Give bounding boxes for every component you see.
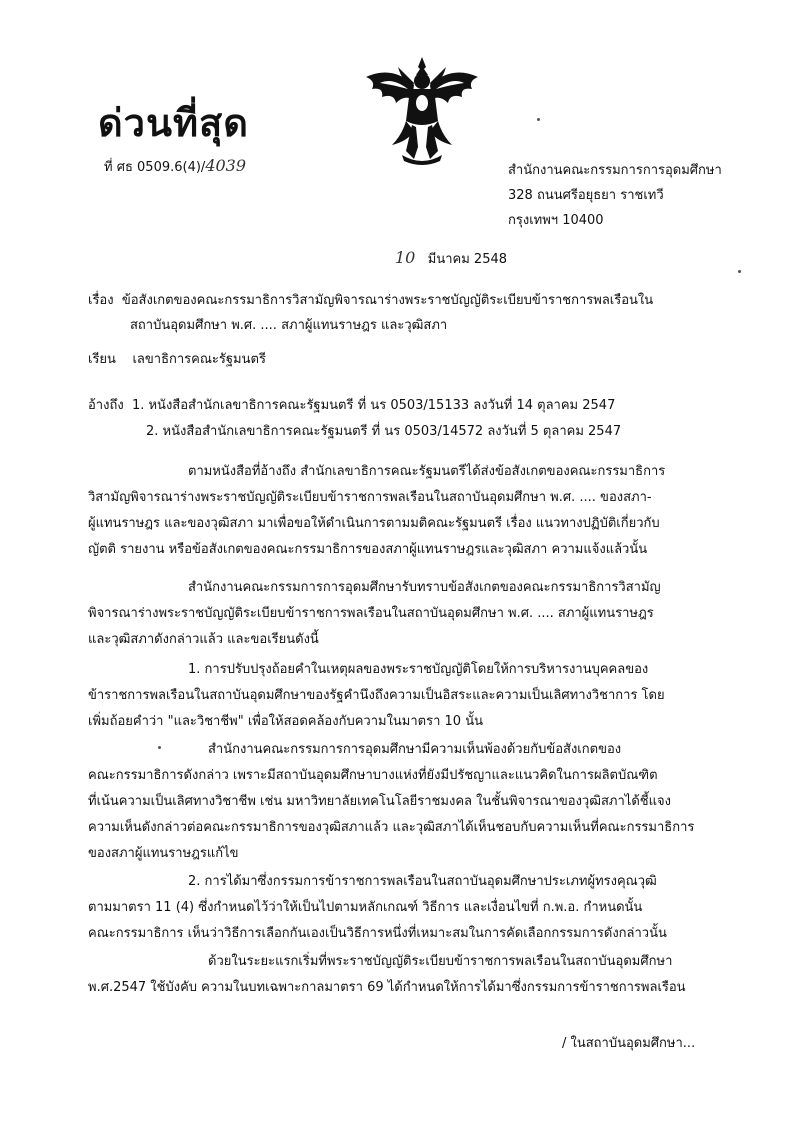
reference-number [104,158,246,176]
body-line: พ.ศ.2547 ใช้บังคับ ความในบทเฉพาะกาลมาตรา 69 ได้กำหนดให้การได้มาซึ่งกรรมการข้าราชการพลเรือน [88,980,686,995]
body-line: ของสภาผู้แทนราษฎรแก้ไข [88,846,239,861]
date-month-year: มีนาคม 2548 [427,252,508,267]
scan-speck [158,746,161,749]
garuda-emblem [362,55,482,165]
urgency-stamp: ด่วนที่สุด [98,100,249,145]
scan-speck [738,270,741,273]
body-line: พิจารณาร่างพระราชบัญญัติระเบียบข้าราชการพลเรือนในสถาบันอุดมศึกษา พ.ศ. .... สภาผู้แทนราษฎร [88,606,654,621]
subject-line-1 [88,293,653,309]
reference-handwritten-number: 4039 [205,156,247,175]
subject-label: เรื่อง [88,293,114,308]
date-handwritten-day: 10 [395,248,416,267]
sender-address-line-2: 328 ถนนศรีอยุธยา ราชเทวี [508,188,664,203]
body-line: วิสามัญพิจารณาร่างพระราชบัญญัติระเบียบข้าราชการพลเรือนในสถาบันอุดมศึกษา พ.ศ. .... ของสภา- [88,490,652,505]
body-line: สำนักงานคณะกรรมการการอุดมศึกษารับทราบข้อสังเกตของคณะกรรมาธิการวิสามัญ [188,580,661,595]
body-line: 1. การปรับปรุงถ้อยคำในเหตุผลของพระราชบัญญัติโดยให้การบริหารงานบุคคลของ [188,662,649,677]
subject-text-1: ข้อสังเกตของคณะกรรมาธิการวิสามัญพิจารณาร่างพระราชบัญญัติระเบียบข้าราชการพลเรือนใน [121,293,654,308]
reference-item-2: 2. หนังสือสำนักเลขาธิการคณะรัฐมนตรี ที่ นร 0503/14572 ลงวันที่ 5 ตุลาคม 2547 [146,424,622,439]
body-line: ญัตติ รายงาน หรือข้อสังเกตของคณะกรรมาธิการของสภาผู้แทนราษฎรและวุฒิสภา ความแจ้งแล้วนั้น [88,542,648,557]
body-line: สำนักงานคณะกรรมการการอุดมศึกษามีความเห็นพ้องด้วยกับข้อสังเกตของ [208,742,622,757]
sender-address-line-3: กรุงเทพฯ 10400 [508,213,604,228]
letter-date [395,250,507,268]
body-line: คณะกรรมาธิการดังกล่าว เพราะมีสถาบันอุดมศึกษาบางแห่งที่ยังมีปรัชญาและแนวคิดในการผลิตบัณฑิต [88,768,658,783]
body-line: ความเห็นดังกล่าวต่อคณะกรรมาธิการของวุฒิสภาแล้ว และวุฒิสภาได้เห็นชอบกับความเห็นที่คณะกรรมาธิการ [88,820,695,835]
sender-address-line-1: สำนักงานคณะกรรมการการอุดมศึกษา [508,163,722,178]
salutation-label: เรียน [88,352,116,367]
salutation [88,352,266,368]
body-line: ด้วยในระยะแรกเริ่มที่พระราชบัญญัติระเบียบข้าราชการพลเรือนในสถาบันอุดมศึกษา [208,954,673,969]
body-line: 2. การได้มาซึ่งกรรมการข้าราชการพลเรือนในสถาบันอุดมศึกษาประเภทผู้ทรงคุณวุฒิ [188,874,657,889]
body-line: ผู้แทนราษฎร และของวุฒิสภา มาเพื่อขอให้ดำเนินการตามมติคณะรัฐมนตรี เรื่อง แนวทางปฏิบัติเกี่ยวกับ [88,516,660,531]
scan-speck [537,118,540,121]
reference-item-1-text: 1. หนังสือสำนักเลขาธิการคณะรัฐมนตรี ที่ นร 0503/15133 ลงวันที่ 14 ตุลาคม 2547 [131,398,616,413]
subject-line-2: สถาบันอุดมศึกษา พ.ศ. .... สภาผู้แทนราษฎร และวุฒิสภา [130,318,448,333]
references-label: อ้างถึง [88,398,124,413]
salutation-recipient: เลขาธิการคณะรัฐมนตรี [132,352,266,367]
body-line: ข้าราชการพลเรือนในสถาบันอุดมศึกษาของรัฐคำนึงถึงความเป็นอิสระและความเป็นเลิศทางวิชาการ โดย [88,688,665,703]
reference-item-1 [88,398,615,414]
body-line: เพิ่มถ้อยคำว่า "และวิชาชีพ" เพื่อให้สอดคล้องกับความในมาตรา 10 นั้น [88,714,483,729]
reference-prefix: ที่ ศธ 0509.6(4)/ [104,160,206,175]
body-line: ตามมาตรา 11 (4) ซึ่งกำหนดไว้ว่าให้เป็นไปตามหลักเกณฑ์ วิธีการ และเงื่อนไขที่ ก.พ.อ. กำหนดนั้น [88,900,643,915]
body-line: ที่เน้นความเป็นเลิศทางวิชาชีพ เช่น มหาวิทยาลัยเทคโนโลยีราชมงคล ในชั้นพิจารณาของวุฒิสภาได้ชี้แจง [88,794,671,809]
continuation-marker: / ในสถาบันอุดมศึกษา... [562,1036,696,1051]
body-line: คณะกรรมาธิการ เห็นว่าวิธีการเลือกกันเองเป็นวิธีการหนึ่งที่เหมาะสมในการคัดเลือกกรรมการดังกล่าวนั้น [88,926,667,941]
body-line: และวุฒิสภาดังกล่าวแล้ว และขอเรียนดังนี้ [88,632,319,647]
body-line: ตามหนังสือที่อ้างถึง สำนักเลขาธิการคณะรัฐมนตรีได้ส่งข้อสังเกตของคณะกรรมาธิการ [188,464,666,479]
